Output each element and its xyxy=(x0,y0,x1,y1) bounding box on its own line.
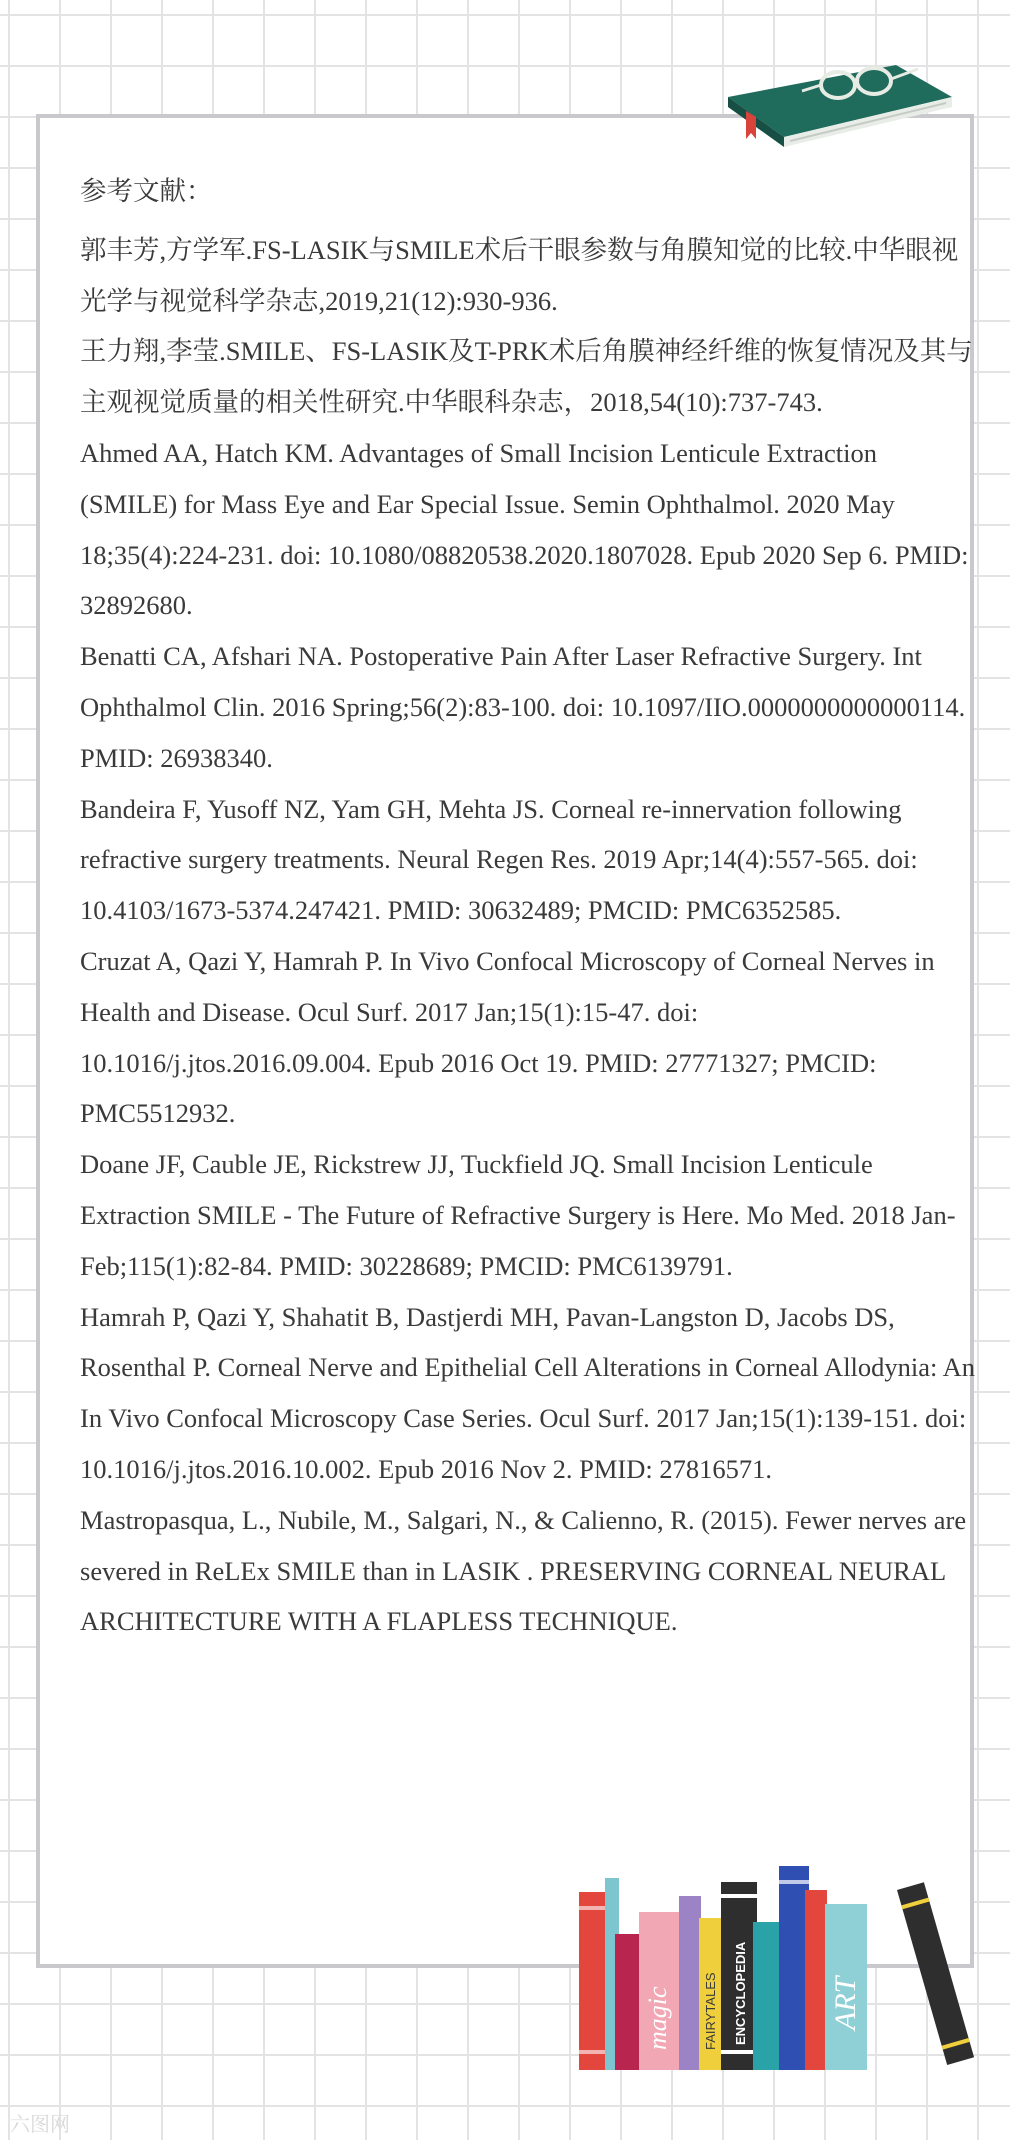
reference-item: Doane JF, Cauble JE, Rickstrew JJ, Tuckfield JQ. Small Incision Lenticule Extraction SMILE - The Future of Refractive Surgery is Here. Mo Med. 2018 Jan-Feb;115(1):82-84. PMID: 30228689; PMCID: PMC6139791. xyxy=(80,1149,956,1281)
reference-card xyxy=(36,114,974,1968)
spine-label-art: ART xyxy=(829,1976,862,2030)
reference-item: Hamrah P, Qazi Y, Shahatit B, Dastjerdi MH, Pavan-Langston D, Jacobs DS, Rosenthal P. Corneal Nerve and Epithelial Cell Alterations in Corneal Allodynia: An In Vivo Confocal Microscopy Case Series. Ocul Surf. 2017 Jan;15(1):139-151. doi: 10.1016/j.jtos.2016.10.002. Epub 2016 Nov 2. PMID: 27816571. xyxy=(80,1301,975,1484)
reference-item: 郭丰芳,方学军.FS-LASIK与SMILE术后干眼参数与角膜知觉的比较.中华眼视光学与视觉科学杂志,2019,21(12):930-936. xyxy=(80,234,959,316)
spine-label-magic: magic xyxy=(643,1986,672,2050)
references-heading: 参考文献： xyxy=(80,176,213,206)
reference-item: 王力翔,李莹.SMILE、FS-LASIK及T-PRK术后角膜神经纤维的恢复情况及其与主观视觉质量的相关性研究.中华眼科杂志，2018,54(10):737-743. xyxy=(80,336,973,418)
bookshelf-illustration xyxy=(575,1860,975,2075)
book-with-glasses-icon xyxy=(720,55,960,165)
reference-item: Mastropasqua, L., Nubile, M., Salgari, N., & Calienno, R. (2015). Fewer nerves are severed in ReLEx SMILE than in LASIK . PRESERVING CORNEAL NEURAL ARCHITECTURE WITH A FLAPLESS TECHNIQUE. xyxy=(80,1504,967,1637)
reference-item: Bandeira F, Yusoff NZ, Yam GH, Mehta JS. Corneal re-innervation following refractive surgery treatments. Neural Regen Res. 2019 Apr;14(4):557-565. doi: 10.4103/1673-5374.247421. PMID: 30632489; PMCID: PMC6352585. xyxy=(80,793,918,926)
reference-item: Benatti CA, Afshari NA. Postoperative Pain After Laser Refractive Surgery. Int Ophthalmol Clin. 2016 Spring;56(2):83-100. doi: 10.1097/IIO.0000000000000114. PMID: 26938340. xyxy=(80,641,966,773)
reference-list xyxy=(80,166,980,1647)
reference-item: Ahmed AA, Hatch KM. Advantages of Small Incision Lenticule Extraction (SMILE) for Mass Eye and Ear Special Issue. Semin Ophthalmol. 2020 May 18;35(4):224-231. doi: 10.1080/08820538.2020.1807028. Epub 2020 Sep 6. PMID: 32892680. xyxy=(80,437,969,621)
reference-item: Cruzat A, Qazi Y, Hamrah P. In Vivo Confocal Microscopy of Corneal Nerves in Health and Disease. Ocul Surf. 2017 Jan;15(1):15-47. doi: 10.1016/j.jtos.2016.09.004. Epub 2016 Oct 19. PMID: 27771327; PMCID: PMC5512932. xyxy=(80,945,935,1129)
spine-label-fairytales: FAIRYTALES xyxy=(703,1972,718,2050)
spine-label-encyclopedia: ENCYCLOPEDIA xyxy=(733,1941,748,2045)
watermark: 六图网 xyxy=(10,2112,70,2136)
